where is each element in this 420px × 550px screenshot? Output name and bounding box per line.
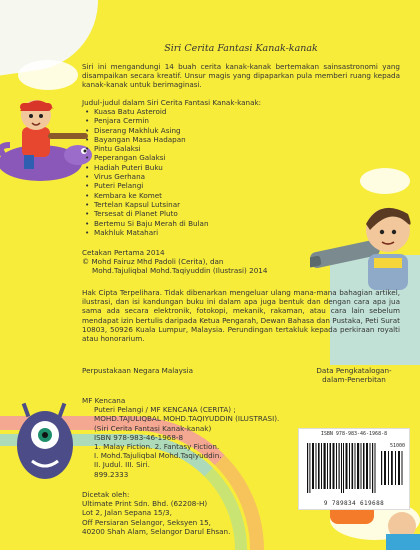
printer-line: 40200 Shah Alam, Selangor Darul Ehsan.: [82, 526, 231, 536]
edition-block: [82, 248, 267, 276]
boy-riding-creature-illustration: [0, 85, 95, 195]
barcode-bars: [307, 443, 377, 493]
cip-line: 899.2333: [94, 469, 129, 479]
cip-line: Puteri Pelangi / MF KENCANA (CERITA) ;: [94, 405, 236, 415]
one-eyed-monster-illustration: [10, 395, 80, 485]
barcode-price: 51000: [389, 443, 405, 449]
printer-heading: Dicetak oleh:: [82, 490, 130, 499]
list-item: • Bertemu Si Baju Merah di Bulan: [82, 219, 209, 228]
list-item: • Kuasa Batu Asteroid: [82, 107, 209, 116]
cip-record: [82, 396, 279, 479]
cip-line: MOHD.TAJULIQBAL MOHD.TAQIYUDDIN (ILUSTRASI).: [94, 414, 280, 424]
cip-line: MF Kencana: [82, 396, 126, 405]
copyright-notice: Hak Cipta Terpelihara. Tidak dibenarkan mengeluar ulang mana-mana bahagian artikel, ilustrasi, dan isi kandungan buku ini dalam apa juga bentuk dan dengan cara apa jua sama ada secara elektronik, fotokopi, mekanik, rakaman, atau cara lain sebelum mendapat izin bertulis daripada Ketua Pengarah, Dewan Bahasa dan Pustaka, Peti Surat 10803, 50926 Kuala Lumpur, Malaysia. Perundingan tertakluk kepada perkiraan royalti atau honorarium.: [82, 288, 400, 344]
cip-heading: [308, 366, 400, 384]
list-item: • Virus Gerhana: [82, 172, 209, 181]
national-library-label: Perpustakaan Negara Malaysia: [82, 366, 194, 375]
printer-block: [82, 490, 230, 536]
printer-line: Off Persiaran Selangor, Seksyen 15,: [82, 517, 211, 527]
price-barcode-bars: [381, 451, 403, 485]
titles-heading: Judul-judul dalam Siri Cerita Fantasi Kanak-kanak:: [82, 98, 262, 107]
list-item: • Kembara ke Komet: [82, 191, 209, 200]
cip-line: (Siri Cerita Fantasi Kanak-kanak): [94, 423, 212, 433]
barcode-isbn-text: ISBN 978-983-46-1968-8: [320, 431, 388, 437]
list-item: • Makhluk Matahari: [82, 228, 209, 237]
list-item: • Hadiah Puteri Buku: [82, 163, 209, 172]
cip-heading-line: Data Pengkatalogan-: [316, 366, 392, 375]
cip-line: ISBN 978-983-46-1968-8: [94, 432, 184, 442]
series-title: Siri Cerita Fantasi Kanak-kanak: [164, 43, 318, 54]
cloud: [360, 168, 410, 194]
list-item: • Penjara Cermin: [82, 116, 209, 125]
barcode: [298, 428, 410, 510]
list-item: • Peperangan Galaksi: [82, 153, 209, 162]
barcode-digits: 9 789834 619688: [323, 500, 385, 507]
cip-heading-line: dalam-Penerbitan: [322, 375, 386, 385]
printer-line: Lot 2, Jalan Sepana 15/3,: [82, 508, 172, 518]
list-item: • Diserang Makhluk Asing: [82, 126, 209, 135]
list-item: • Bayangan Masa Hadapan: [82, 135, 209, 144]
list-item: • Puteri Pelangi: [82, 181, 209, 190]
printer-line: Ultimate Print Sdn. Bhd. (62208-H): [82, 499, 208, 509]
series-intro: Siri ini mengandungi 14 buah cerita kanak-kanak bertemakan sainsastronomi yang disampaikan secara kreatif. Unsur magis yang dipaparkan pula memberi ruang kepada kanak-kanak untuk berimaginasi.: [82, 62, 400, 90]
cip-line: II. Judul. III. Siri.: [94, 460, 150, 470]
list-item: • Tertelan Kapsul Lutsinar: [82, 200, 209, 209]
list-item: • Pintu Galaksi: [82, 144, 209, 153]
edition-line: Mohd.Tajuliqbal Mohd.Taqiyuddin (Ilustrasi) 2014: [92, 266, 268, 276]
edition-line: © Mohd Fairuz Mhd Padoli (Cerita), dan: [82, 257, 224, 267]
edition-line: Cetakan Pertama 2014: [82, 248, 165, 257]
list-item: • Tersesat di Planet Pluto: [82, 209, 209, 218]
cip-line: I. Mohd.Tajuliqbal Mohd.Taqiyuddin.: [94, 451, 222, 461]
titles-list: [82, 107, 209, 237]
cip-line: 1. Malay Fiction. 2. Fantasy Fiction.: [94, 442, 220, 452]
